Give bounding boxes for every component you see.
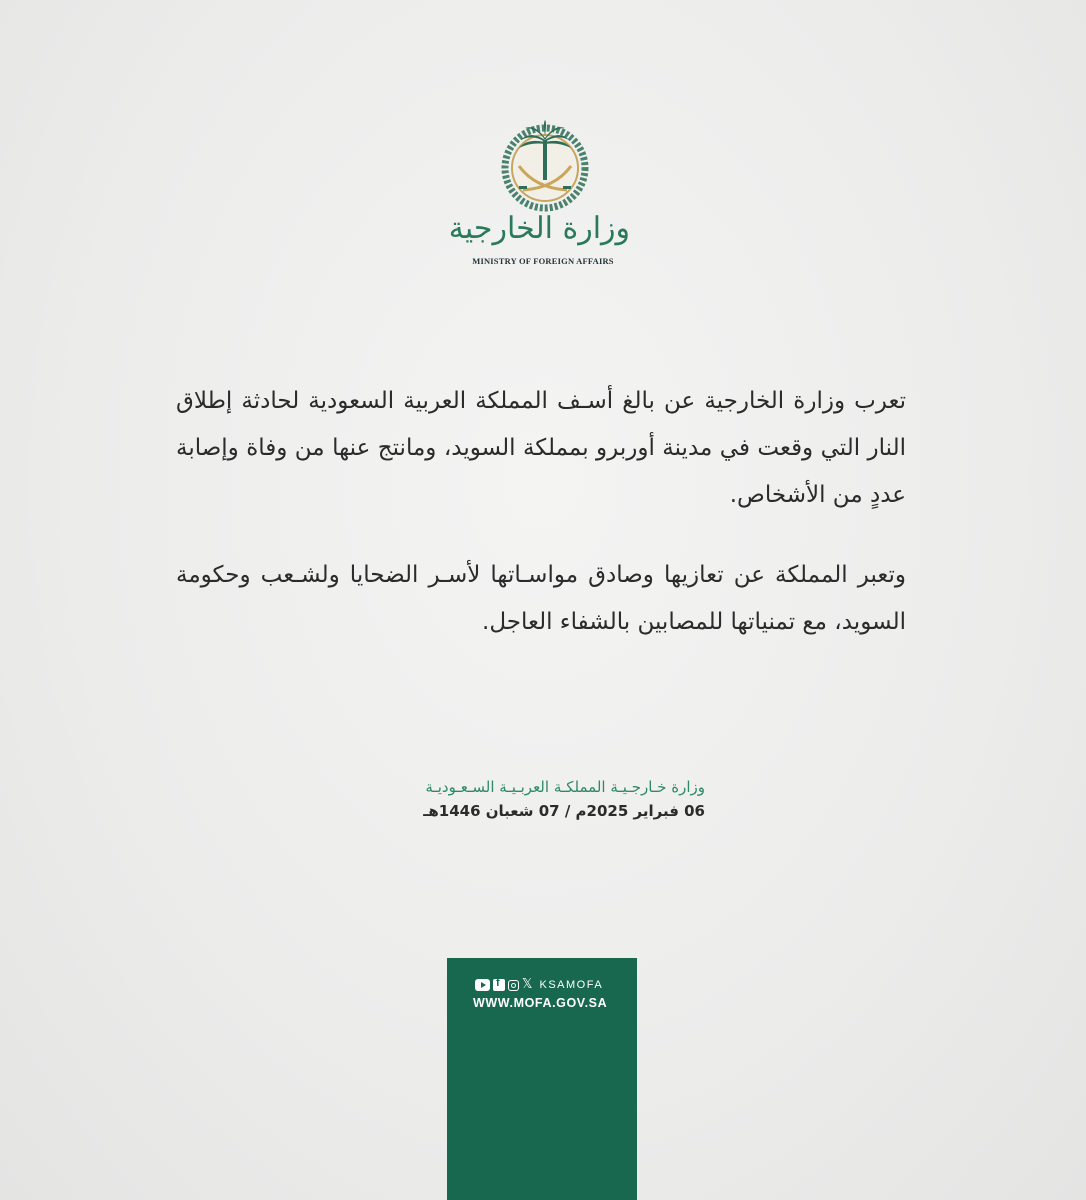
ministry-name-arabic: وزارة الخارجية: [448, 211, 630, 246]
youtube-icon[interactable]: [475, 979, 490, 991]
issuer-name: وزارة خـارجـيـة المملكـة العربـيـة السـعـوديـة: [425, 778, 705, 796]
saudi-emblem-icon: [485, 118, 605, 213]
statement-paragraph-2: وتعبر المملكة عن تعازيها وصادق مواسـاتها لأسـر الضحايا ولشـعب وحكومة السويد، مع تمنياتها للمصابين بالشفاء العاجل.: [176, 562, 906, 635]
instagram-icon[interactable]: [508, 980, 519, 991]
website-link[interactable]: WWW.MOFA.GOV.SA: [473, 996, 608, 1010]
social-links: [475, 978, 603, 992]
statement-paragraph-1: تعرب وزارة الخارجية عن بالغ أسـف المملكة العربية السعودية لحادثة إطلاق النار التي وقعت في مدينة أوربرو بمملكة السويد، ومانتج عنها من وفاة وإصابة عددٍ من الأشخاص.: [176, 388, 906, 508]
footer-contact-box: [447, 958, 637, 1200]
signature-block: [360, 775, 705, 823]
x-icon[interactable]: 𝕏: [522, 977, 533, 992]
statement-body: [176, 378, 906, 679]
facebook-icon[interactable]: [493, 979, 505, 991]
issue-date: 06 فبراير 2025م / 07 شعبان 1446هـ: [423, 802, 705, 820]
ministry-name-english: MINISTRY OF FOREIGN AFFAIRS: [472, 256, 614, 266]
social-handle[interactable]: KSAMOFA: [539, 979, 604, 991]
